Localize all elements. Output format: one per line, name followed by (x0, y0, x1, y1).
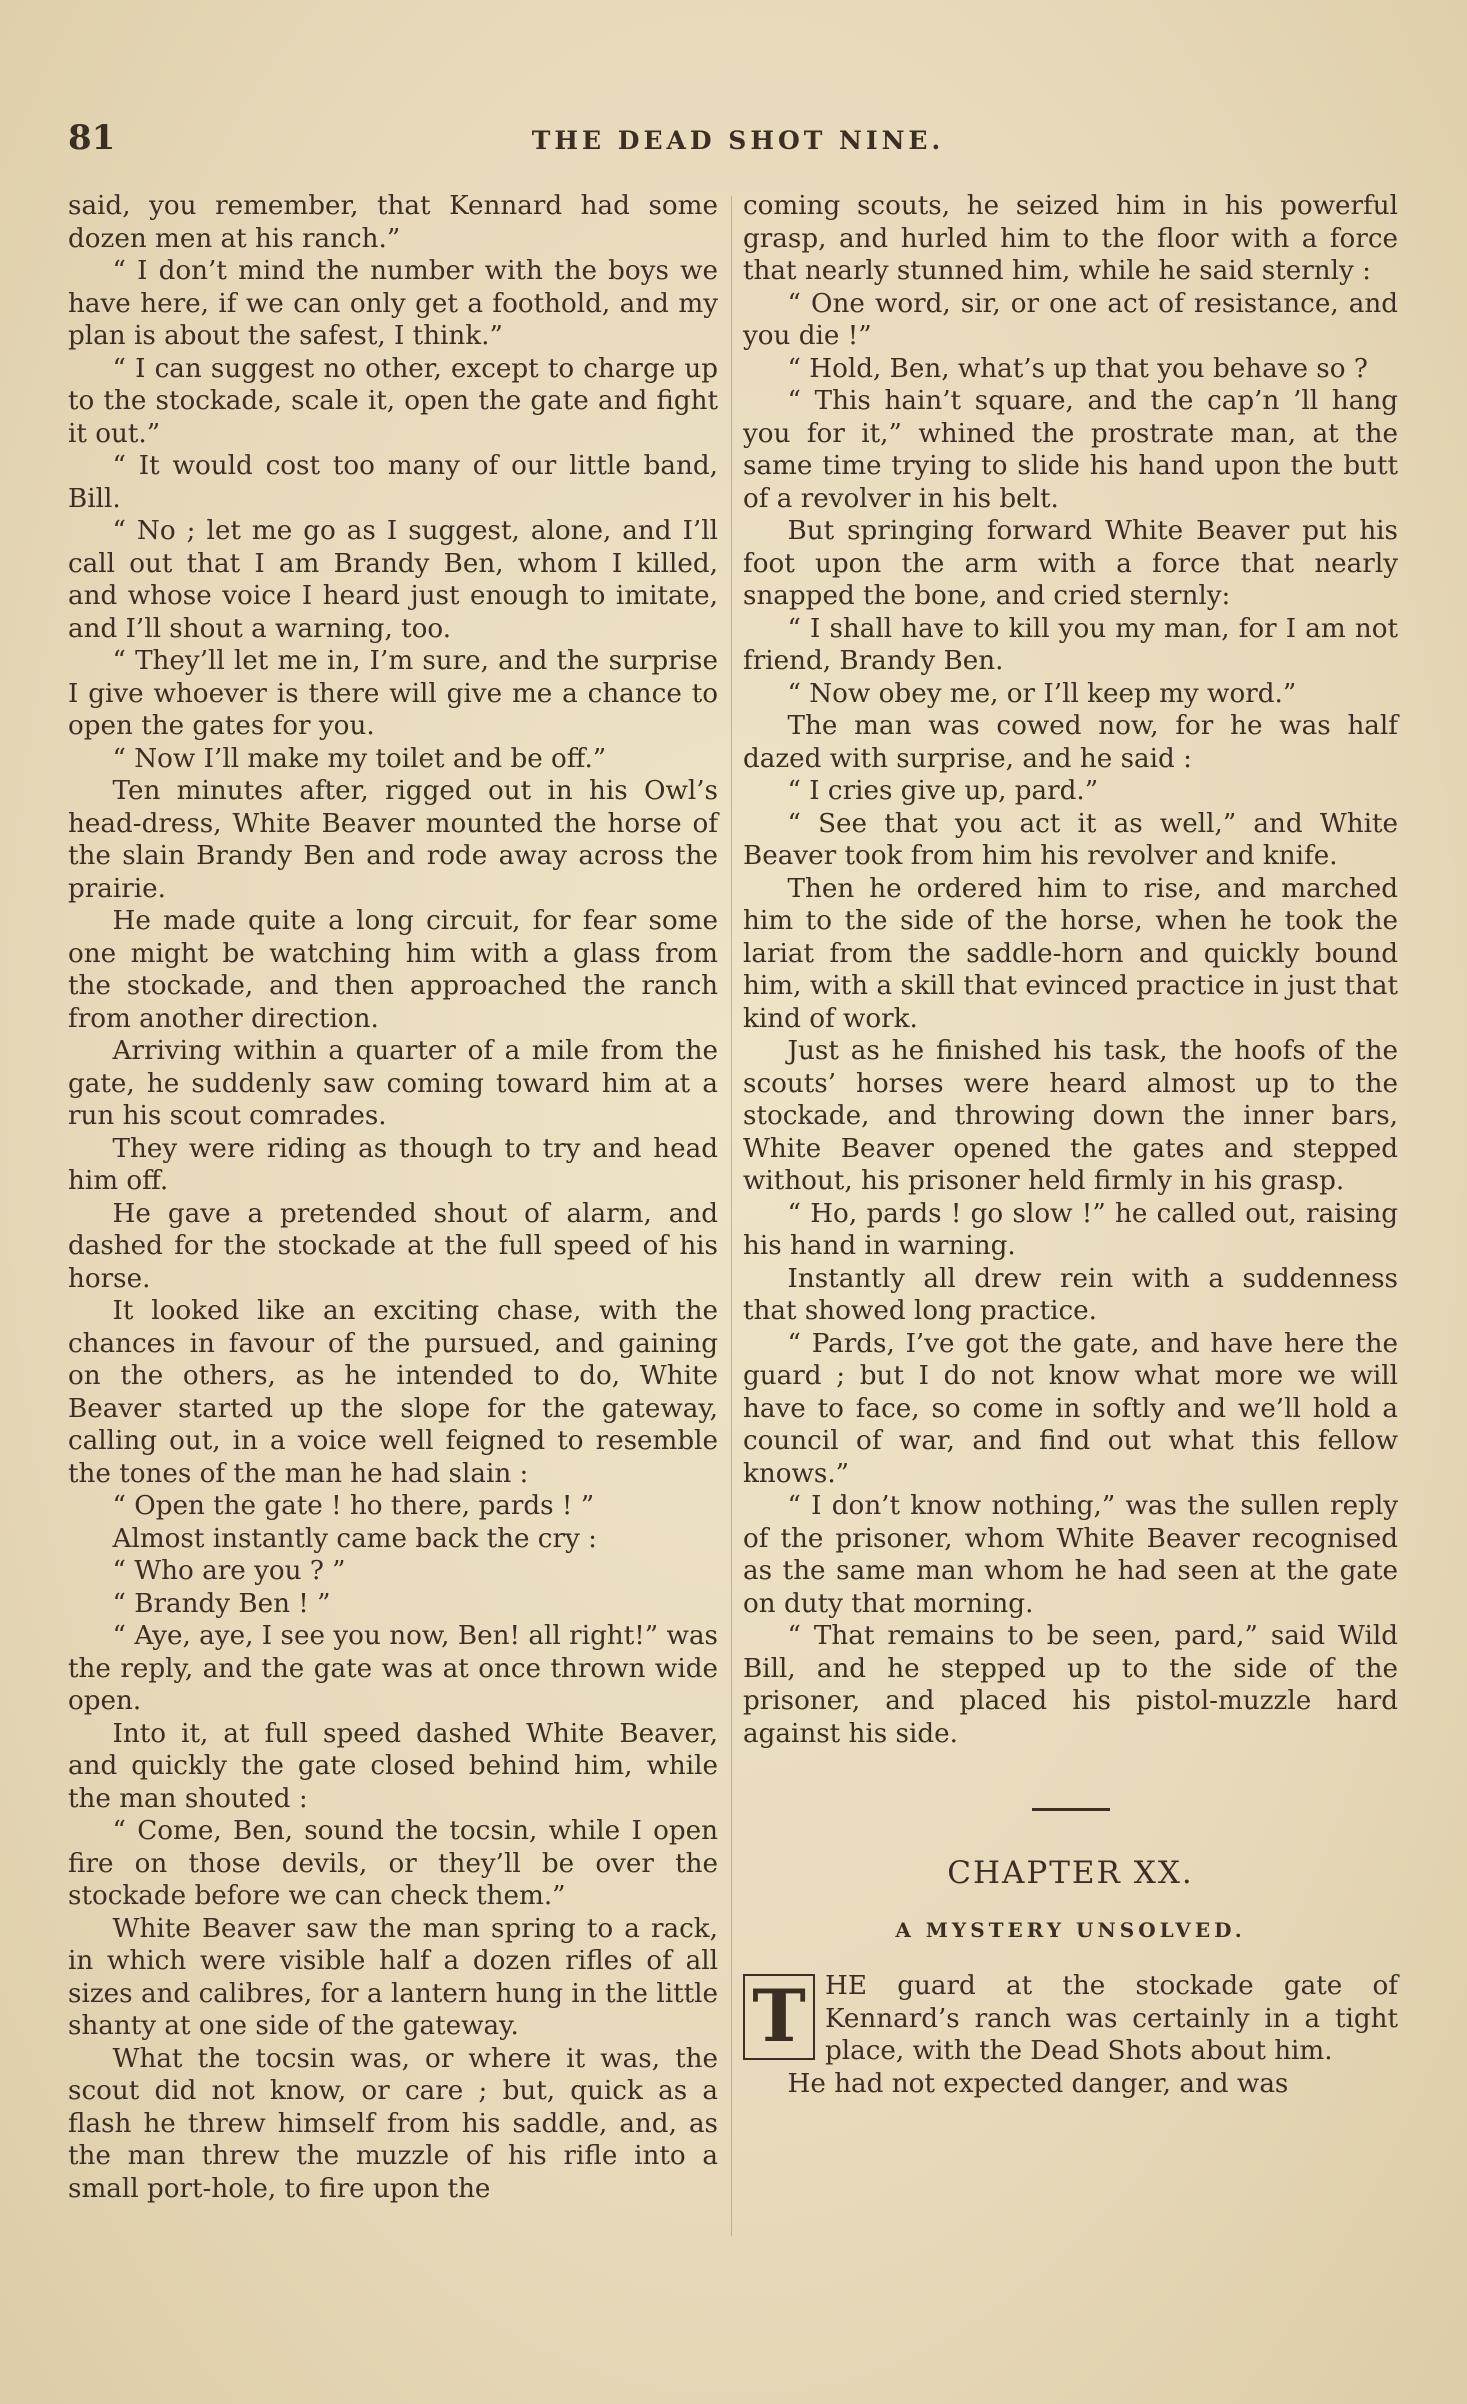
chapter-opening (743, 1970, 1398, 2068)
left-column (68, 190, 718, 2205)
paragraph: He made quite a long circuit, for fear some one might be watching him with a glass from the stockade, and then approached the ranch from another direction. (68, 906, 718, 1034)
right-column (743, 190, 1398, 2100)
paragraph: “ Who are you ? ” (112, 1556, 346, 1586)
paragraph: Instantly all drew rein with a suddenness that showed long practice. (743, 1263, 1398, 1326)
paragraph: They were riding as though to try and head him off. (68, 1133, 718, 1196)
chapter-title: CHAPTER XX. (947, 1855, 1194, 1891)
paragraph: “ Come, Ben, sound the tocsin, while I open fire on those devils, or they’ll be over the stockade before we can check them.” (68, 1816, 718, 1911)
paragraph: But springing forward White Beaver put his foot upon the arm with a force that nearly snapped the bone, and cried sternly: (743, 516, 1398, 611)
paragraph: Then he ordered him to rise, and marched him to the side of the horse, when he took the lariat from the saddle-horn and quickly bound him, with a skill that evinced practice in just that kind of work. (743, 873, 1398, 1034)
page-number: 81 (68, 118, 116, 158)
paragraph: coming scouts, he seized him in his powerful grasp, and hurled him to the floor with a force that nearly stunned him, while he said sternly : (743, 191, 1398, 286)
paragraph: White Beaver saw the man spring to a rack, in which were visible half a dozen rifles of all sizes and calibres, for a lantern hung in the little shanty at one side of the gateway. (68, 1913, 718, 2041)
paragraph: “ Open the gate ! ho there, pards ! ” (112, 1491, 595, 1521)
paragraph: “ I don’t mind the number with the boys we have here, if we can only get a foothold, and my plan is about the safest, I think.” (68, 256, 718, 351)
page-header (68, 118, 1408, 162)
paragraph: “ Now I’ll make my toilet and be off.” (112, 743, 607, 774)
paragraph: “ I don’t know nothing,” was the sullen reply of the prisoner, whom White Beaver recognised as the same man whom he had seen at the gate on duty that morning. (743, 1491, 1398, 1619)
opening-paragraph: HE guard at the stockade gate of Kennard’s ranch was certainly in a tight place, with the Dead Shots about him. (825, 1971, 1398, 2066)
section-separator (1032, 1808, 1110, 1811)
paragraph: “ Ho, pards ! go slow !” he called out, raising his hand in warning. (743, 1198, 1398, 1261)
paragraph: “ That remains to be seen, pard,” said Wild Bill, and he stepped up to the side of the prisoner, and placed his pistol-muzzle hard against his side. (743, 1621, 1398, 1749)
paragraph: “ Hold, Ben, what’s up that you behave so ? (787, 353, 1368, 384)
paragraph: “ One word, sir, or one act of resistance, and you die !” (743, 288, 1398, 351)
paragraph: The man was cowed now, for he was half dazed with surprise, and he said : (743, 711, 1398, 774)
paragraph: “ I shall have to kill you my man, for I am not friend, Brandy Ben. (743, 613, 1398, 676)
paragraph: “ No ; let me go as I suggest, alone, and I’ll call out that I am Brandy Ben, whom I killed, and whose voice I heard just enough to imitate, and I’ll shout a warning, too. (68, 516, 718, 644)
paragraph: “ It would cost too many of our little band, Bill. (68, 451, 718, 514)
paragraph: “ See that you act it as well,” and White Beaver took from him his revolver and knife. (743, 808, 1398, 871)
paragraph: “ They’ll let me in, I’m sure, and the surprise I give whoever is there will give me a chance to open the gates for you. (68, 646, 718, 741)
paragraph: It looked like an exciting chase, with the chances in favour of the pursued, and gaining on the others, as he intended to do, White Beaver started up the slope for the gateway, calling out, in a voice well feigned to resemble the tones of the man he had slain : (68, 1296, 718, 1489)
paragraph: “ This hain’t square, and the cap’n ’ll hang you for it,” whined the prostrate man, at the same time trying to slide his hand upon the butt of a revolver in his belt. (743, 386, 1398, 514)
paragraph: “ I can suggest no other, except to charge up to the stockade, scale it, open the gate and fight it out.” (68, 353, 718, 449)
paragraph: Almost instantly came back the cry : (112, 1523, 597, 1554)
paragraph: “ Aye, aye, I see you now, Ben! all right!” was the reply, and the gate was at once thrown wide open. (68, 1621, 718, 1716)
paragraph: Just as he finished his task, the hoofs of the scouts’ horses were heard almost up to the stockade, and throwing down the inner bars, White Beaver opened the gates and stepped without, his prisoner held firmly in his grasp. (743, 1036, 1398, 1196)
paragraph: “ I cries give up, pard.” (787, 776, 1099, 806)
column-divider (731, 196, 732, 2236)
paragraph: “ Brandy Ben ! ” (112, 1588, 331, 1619)
paragraph: What the tocsin was, or where it was, the scout did not know, or care ; but, quick as a flash he threw himself from his saddle, and, as the man threw the muzzle of his rifle into a small port-hole, to fire upon the (68, 2043, 718, 2204)
paragraph: He gave a pretended shout of alarm, and dashed for the stockade at the full speed of his horse. (68, 1198, 718, 1294)
chapter-subtitle: A MYSTERY UNSOLVED. (895, 1917, 1246, 1942)
paragraph: Ten minutes after, rigged out in his Owl’s head-dress, White Beaver mounted the horse of the slain Brandy Ben and rode away across the prairie. (68, 776, 718, 904)
paragraph: “ Now obey me, or I’ll keep my word.” (787, 678, 1297, 709)
paragraph: “ Pards, I’ve got the gate, and have here the guard ; but I do not know what more we will have to face, so come in softly and we’ll hold a council of war, and find out what this fellow knows.” (743, 1328, 1398, 1489)
paragraph: He had not expected danger, and was (787, 2068, 1289, 2099)
paragraph: Into it, at full speed dashed White Beaver, and quickly the gate closed behind him, while the man shouted : (68, 1718, 718, 1814)
paragraph: said, you remember, that Kennard had some dozen men at his ranch.” (68, 191, 718, 254)
paragraph: Arriving within a quarter of a mile from the gate, he suddenly saw coming toward him at a run his scout comrades. (68, 1036, 718, 1131)
running-title: THE DEAD SHOT NINE. (531, 126, 945, 155)
drop-cap: T (743, 1974, 815, 2060)
